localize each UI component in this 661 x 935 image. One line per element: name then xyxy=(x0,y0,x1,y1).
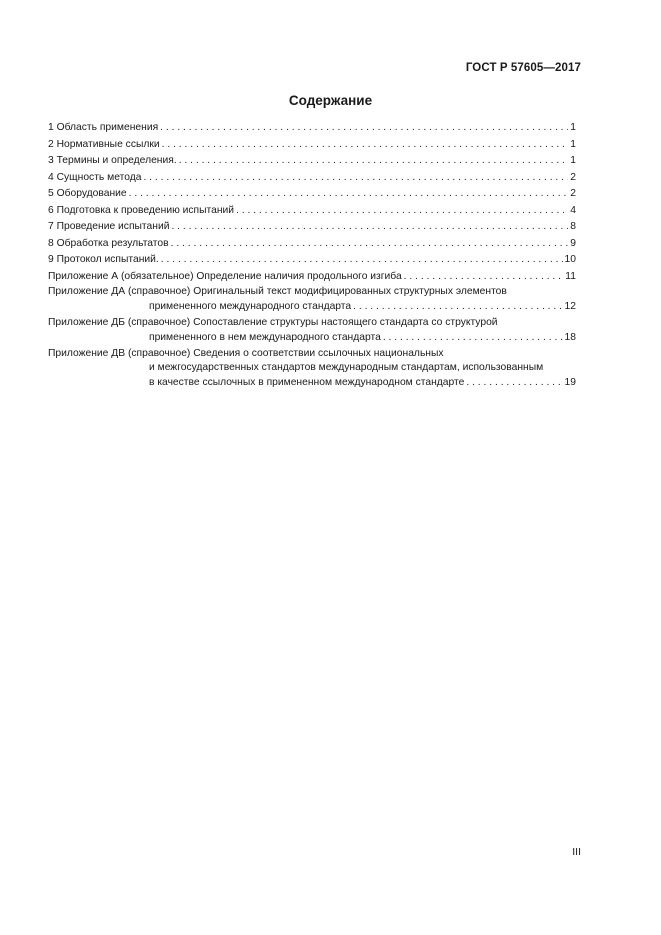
document-code: ГОСТ Р 57605—2017 xyxy=(465,62,581,74)
toc-entry-appendix-dv[interactable] xyxy=(48,347,576,391)
toc-entry-label-continued: примененного в нем международного стандарта xyxy=(149,332,381,343)
toc-entry-label: Приложение А (обязательное) Определение наличия продольного изгиба xyxy=(48,270,402,282)
toc-entry-label: Приложение ДА (справочное) Оригинальный текст модифицированных структурных элементов xyxy=(48,286,507,297)
toc-entry-page: 1 xyxy=(570,138,576,150)
toc-entry-label-continued: примененного международного стандарта xyxy=(149,301,352,312)
toc-entry-label: 9 Протокол испытаний. xyxy=(48,254,159,265)
toc-entry[interactable] xyxy=(48,219,576,236)
dot-leader xyxy=(171,219,568,236)
toc-entry-page: 1 xyxy=(570,122,576,133)
toc-entry-page: 12 xyxy=(564,301,576,312)
toc-entry-page: 2 xyxy=(570,171,576,183)
toc-entry-appendix-db[interactable] xyxy=(48,316,576,346)
dot-leader xyxy=(383,330,563,346)
dot-leader xyxy=(171,236,569,253)
toc-entry-label: 6 Подготовка к проведению испытаний xyxy=(48,204,235,216)
toc-entry-label: 8 Обработка результатов xyxy=(48,237,169,249)
table-of-contents xyxy=(48,120,576,391)
page-title: Содержание xyxy=(288,93,373,108)
dot-leader xyxy=(160,120,568,137)
toc-entry-page: 4 xyxy=(570,204,576,216)
toc-entry-page: 9 xyxy=(570,237,576,249)
dot-leader xyxy=(353,299,562,315)
dot-leader xyxy=(129,186,569,203)
toc-entry[interactable] xyxy=(48,170,576,187)
toc-entry-label-continued: и межгосударственных стандартов международным стандартам, использованным xyxy=(149,362,544,373)
toc-entry-page: 18 xyxy=(564,332,576,343)
toc-entry-appendix-da[interactable] xyxy=(48,285,576,315)
toc-entry[interactable] xyxy=(48,252,576,269)
toc-entry-page: 19 xyxy=(564,377,576,388)
toc-entry-page: 1 xyxy=(570,155,576,166)
dot-leader xyxy=(161,252,563,269)
dot-leader xyxy=(236,203,568,220)
dot-leader xyxy=(404,269,564,286)
toc-entry-page: 2 xyxy=(570,188,576,199)
toc-entry-label: Приложение ДВ (справочное) Сведения о соответствии ссылочных национальных xyxy=(48,348,444,359)
toc-entry-page: 8 xyxy=(570,221,576,232)
page-number: III xyxy=(572,846,581,858)
dot-leader xyxy=(162,137,569,154)
toc-entry[interactable] xyxy=(48,137,576,154)
toc-entry-label: 5 Оборудование xyxy=(48,188,127,199)
toc-entry-page: 11 xyxy=(565,270,576,282)
dot-leader xyxy=(466,375,562,391)
toc-entry-page: 10 xyxy=(564,254,576,265)
toc-entry-label-continued: в качестве ссылочных в примененном международном стандарте xyxy=(149,377,465,388)
dot-leader xyxy=(143,170,568,187)
toc-entry[interactable] xyxy=(48,236,576,253)
toc-entry-label: 4 Сущность метода xyxy=(48,171,142,183)
toc-entry-label: 7 Проведение испытаний xyxy=(48,221,170,232)
toc-entry-label: Приложение ДБ (справочное) Сопоставление структуры настоящего стандарта со структурой xyxy=(48,317,498,328)
toc-entry-label: 1 Область применения xyxy=(48,122,159,133)
toc-entry[interactable] xyxy=(48,120,576,137)
toc-entry[interactable] xyxy=(48,269,576,286)
toc-entry-label: 3 Термины и определения. xyxy=(48,155,177,166)
dot-leader xyxy=(179,153,569,170)
toc-entry[interactable] xyxy=(48,186,576,203)
toc-entry[interactable] xyxy=(48,203,576,220)
toc-entry[interactable] xyxy=(48,153,576,170)
toc-entry-label: 2 Нормативные ссылки xyxy=(48,138,160,150)
